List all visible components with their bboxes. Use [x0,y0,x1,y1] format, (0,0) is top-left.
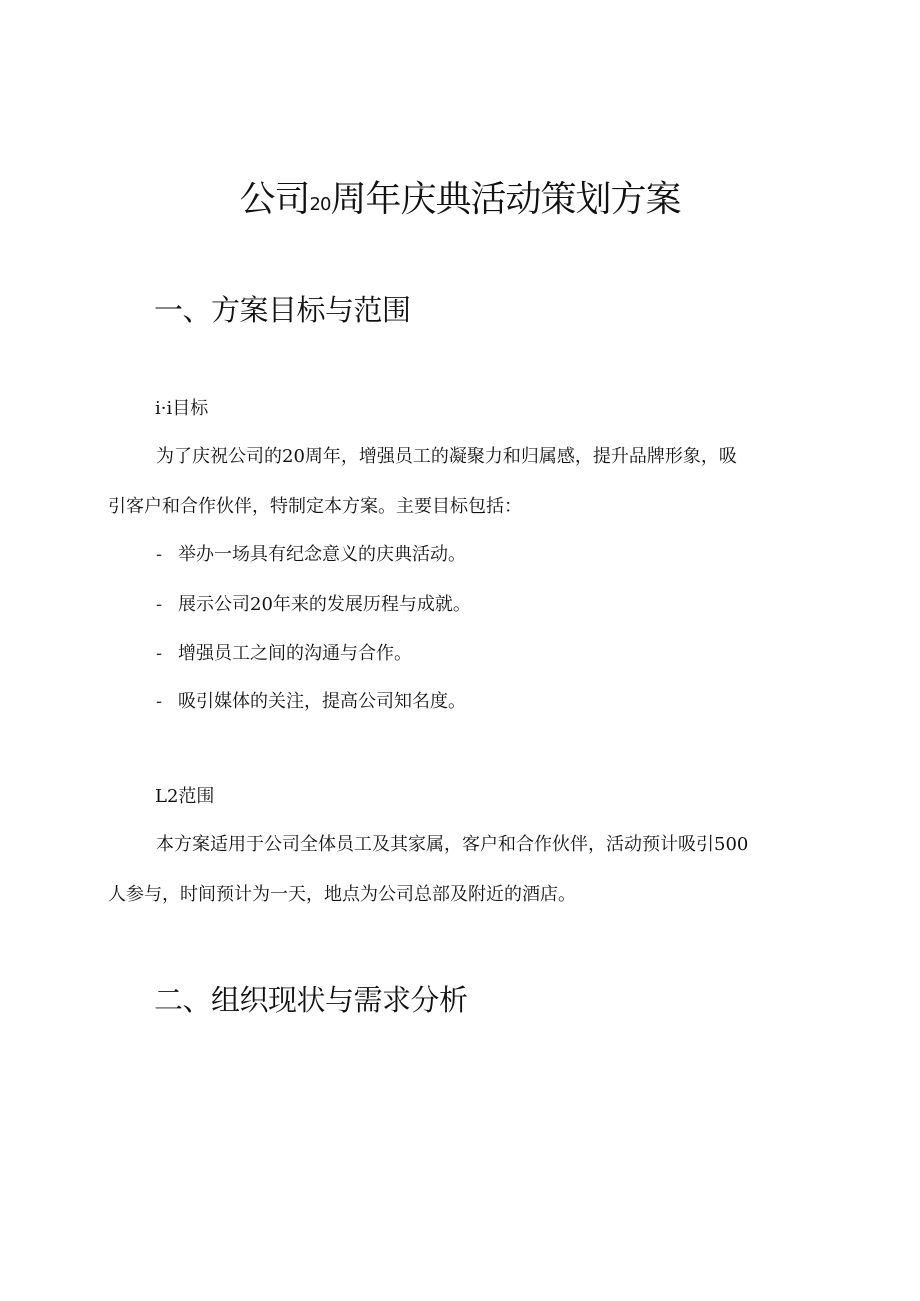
scope-paragraph-line-2: 人参与，时间预计为一天，地点为公司总部及附近的酒店。 [108,884,576,905]
bullet-text: 增强员工之间的沟通与合作。 [178,643,412,664]
bullet-text: 吸引媒体的关注，提高公司知名度。 [178,691,466,712]
section-2-heading: 二、组织现状与需求分析 [154,983,468,1017]
scope-paragraph-line-1: 本方案适用于公司全体员工及其家属，客户和合作伙伴，活动预计吸引500 [156,834,749,855]
bullet-dash: - [156,544,163,565]
section-1-heading: 一、方案目标与范围 [154,293,411,327]
document-title [0,176,920,229]
goal-paragraph-line-1: 为了庆祝公司的20周年，增强员工的凝聚力和归属感，提升品牌形象，吸 [156,446,737,467]
goal-bullet-item [156,689,466,715]
title-suffix: 周年庆典活动策划方案 [330,179,681,220]
goal-bullet-item [156,542,466,568]
bullet-text: 举办一场具有纪念意义的庆典活动。 [178,544,466,565]
title-number: 20 [309,194,331,215]
goal-paragraph-line-2: 引客户和合作伙伴，特制定本方案。主要目标包括： [108,496,522,517]
bullet-text: 展示公司20年来的发展历程与成就。 [178,594,471,615]
goal-paragraph [108,444,808,520]
scope-paragraph [108,832,808,908]
bullet-dash: - [156,691,163,712]
scope-subheading: L2范围 [155,786,215,807]
bullet-dash: - [156,643,163,664]
bullet-dash: - [156,594,163,615]
goal-subheading: i·i目标 [155,398,209,419]
goal-bullet-item [156,592,471,618]
title-prefix: 公司 [239,179,310,220]
goal-bullet-item [156,641,412,667]
